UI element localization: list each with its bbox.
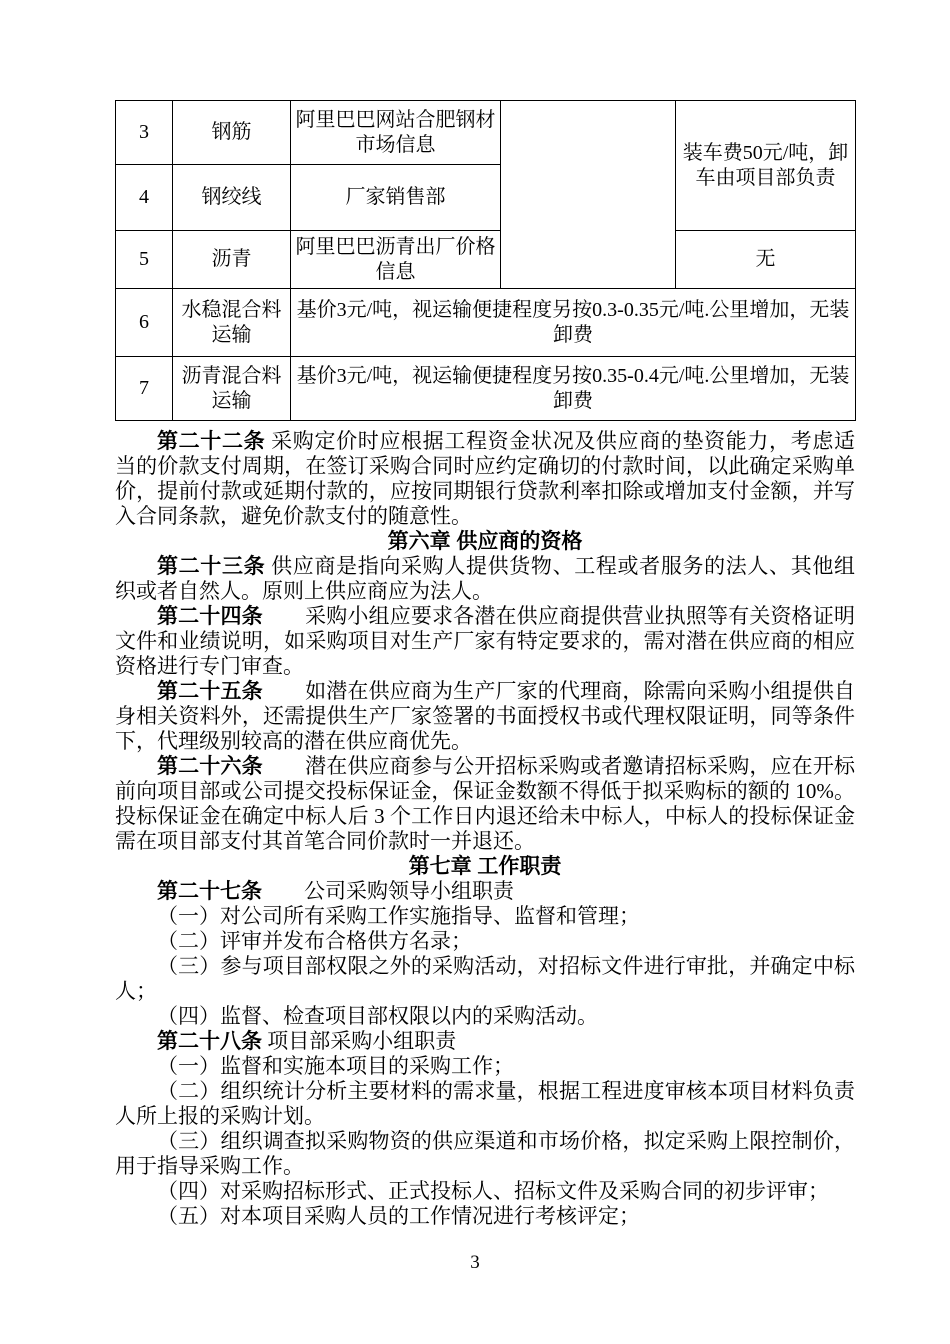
list-item: （三）参与项目部权限之外的采购活动，对招标文件进行审批，并确定中标人；: [115, 954, 855, 1003]
cell-row-number: 4: [116, 165, 173, 231]
list-item: （四）对采购招标形式、正式投标人、招标文件及采购合同的初步评审；: [157, 1179, 829, 1203]
article-26-number: 第二十六条: [157, 755, 263, 778]
chapter-6-heading: 第六章 供应商的资格: [387, 530, 583, 553]
article-24: [115, 604, 855, 679]
article-22-number: 第二十二条: [157, 430, 266, 453]
article-27: [115, 879, 855, 904]
table-row: [116, 289, 856, 357]
cell-row-number: 3: [116, 101, 173, 165]
chapter-7-heading: 第七章 工作职责: [408, 855, 562, 878]
article-24-number: 第二十四条: [157, 605, 263, 628]
article-28-text: 项目部采购小组职责: [262, 1029, 457, 1053]
table-row: [116, 231, 856, 289]
article-23: [115, 554, 855, 604]
cell-price-source: 阿里巴巴沥青出厂价格信息: [291, 231, 501, 289]
page-number: 3: [470, 1252, 480, 1273]
article-25-text: 如潜在供应商为生产厂家的代理商，除需向采购小组提供自身相关资料外，还需提供生产厂家签署的书面授权书或代理权限证明，同等条件下，代理级别较高的潜在供应商优先。: [115, 679, 855, 753]
article-28: [115, 1029, 855, 1054]
cell-price-description: 基价3元/吨，视运输便捷程度另按0.35-0.4元/吨.公里增加，无装卸费: [291, 357, 856, 421]
cell-remark: 无: [676, 231, 856, 289]
article-27-text: 公司采购领导小组职责: [262, 879, 514, 903]
list-item: （一）监督和实施本项目的采购工作；: [157, 1054, 514, 1078]
table-row: [116, 357, 856, 421]
cell-material-name: 钢绞线: [173, 165, 291, 231]
article-25: [115, 679, 855, 754]
cell-empty: [501, 101, 676, 289]
cell-material-name: 水稳混合料运输: [173, 289, 291, 357]
article-22-text: 采购定价时应根据工程资金状况及供应商的垫资能力，考虑适当的价款支付周期，在签订采购合同时应约定确切的付款时间，以此确定采购单价，提前付款或延期付款的，应按同期银行贷款利率扣除或增加支付金额，并写入合同条款，避免价款支付的随意性。: [115, 429, 856, 528]
cell-material-name: 沥青混合料运输: [173, 357, 291, 421]
list-item: （一）对公司所有采购工作实施指导、监督和管理；: [157, 904, 640, 928]
cell-material-name: 沥青: [173, 231, 291, 289]
cell-price-source: 厂家销售部: [291, 165, 501, 231]
document-body: [115, 429, 855, 1229]
cell-row-number: 7: [116, 357, 173, 421]
cell-price-source: 阿里巴巴网站合肥钢材市场信息: [291, 101, 501, 165]
article-23-number: 第二十三条: [157, 555, 266, 578]
article-26-text: 潜在供应商参与公开招标采购或者邀请招标采购，应在开标前向项目部或公司提交投标保证金，保证金数额不得低于拟采购标的额的 10%。投标保证金在确定中标人后 3 个工作日内退还给未中标人，中标人的投标保证金需在项目部支付其首笔合同价款时一并退还。: [115, 754, 855, 853]
list-item: （二）组织统计分析主要材料的需求量，根据工程进度审核本项目材料负责人所上报的采购计划。: [115, 1079, 855, 1128]
cell-row-number: 5: [116, 231, 173, 289]
article-28-number: 第二十八条: [157, 1030, 262, 1053]
material-price-table: [115, 100, 856, 421]
list-item: （五）对本项目采购人员的工作情况进行考核评定；: [157, 1204, 640, 1228]
cell-row-number: 6: [116, 289, 173, 357]
list-item: （四）监督、检查项目部权限以内的采购活动。: [157, 1004, 598, 1028]
list-item: （三）组织调查拟采购物资的供应渠道和市场价格，拟定采购上限控制价，用于指导采购工作。: [115, 1129, 855, 1178]
cell-remark: 装车费50元/吨，卸车由项目部负责: [676, 101, 856, 231]
cell-price-description: 基价3元/吨，视运输便捷程度另按0.3-0.35元/吨.公里增加，无装卸费: [291, 289, 856, 357]
article-23-text: 供应商是指向采购人提供货物、工程或者服务的法人、其他组织或者自然人。原则上供应商应为法人。: [115, 554, 856, 603]
list-item: （二）评审并发布合格供方名录；: [157, 929, 472, 953]
cell-material-name: 钢筋: [173, 101, 291, 165]
table-row: [116, 101, 856, 165]
article-25-number: 第二十五条: [157, 680, 263, 703]
article-27-number: 第二十七条: [157, 880, 262, 903]
article-24-text: 采购小组应要求各潜在供应商提供营业执照等有关资格证明文件和业绩说明，如采购项目对生产厂家有特定要求的，需对潜在供应商的相应资格进行专门审查。: [115, 604, 855, 678]
article-22: [115, 429, 855, 529]
article-26: [115, 754, 855, 854]
